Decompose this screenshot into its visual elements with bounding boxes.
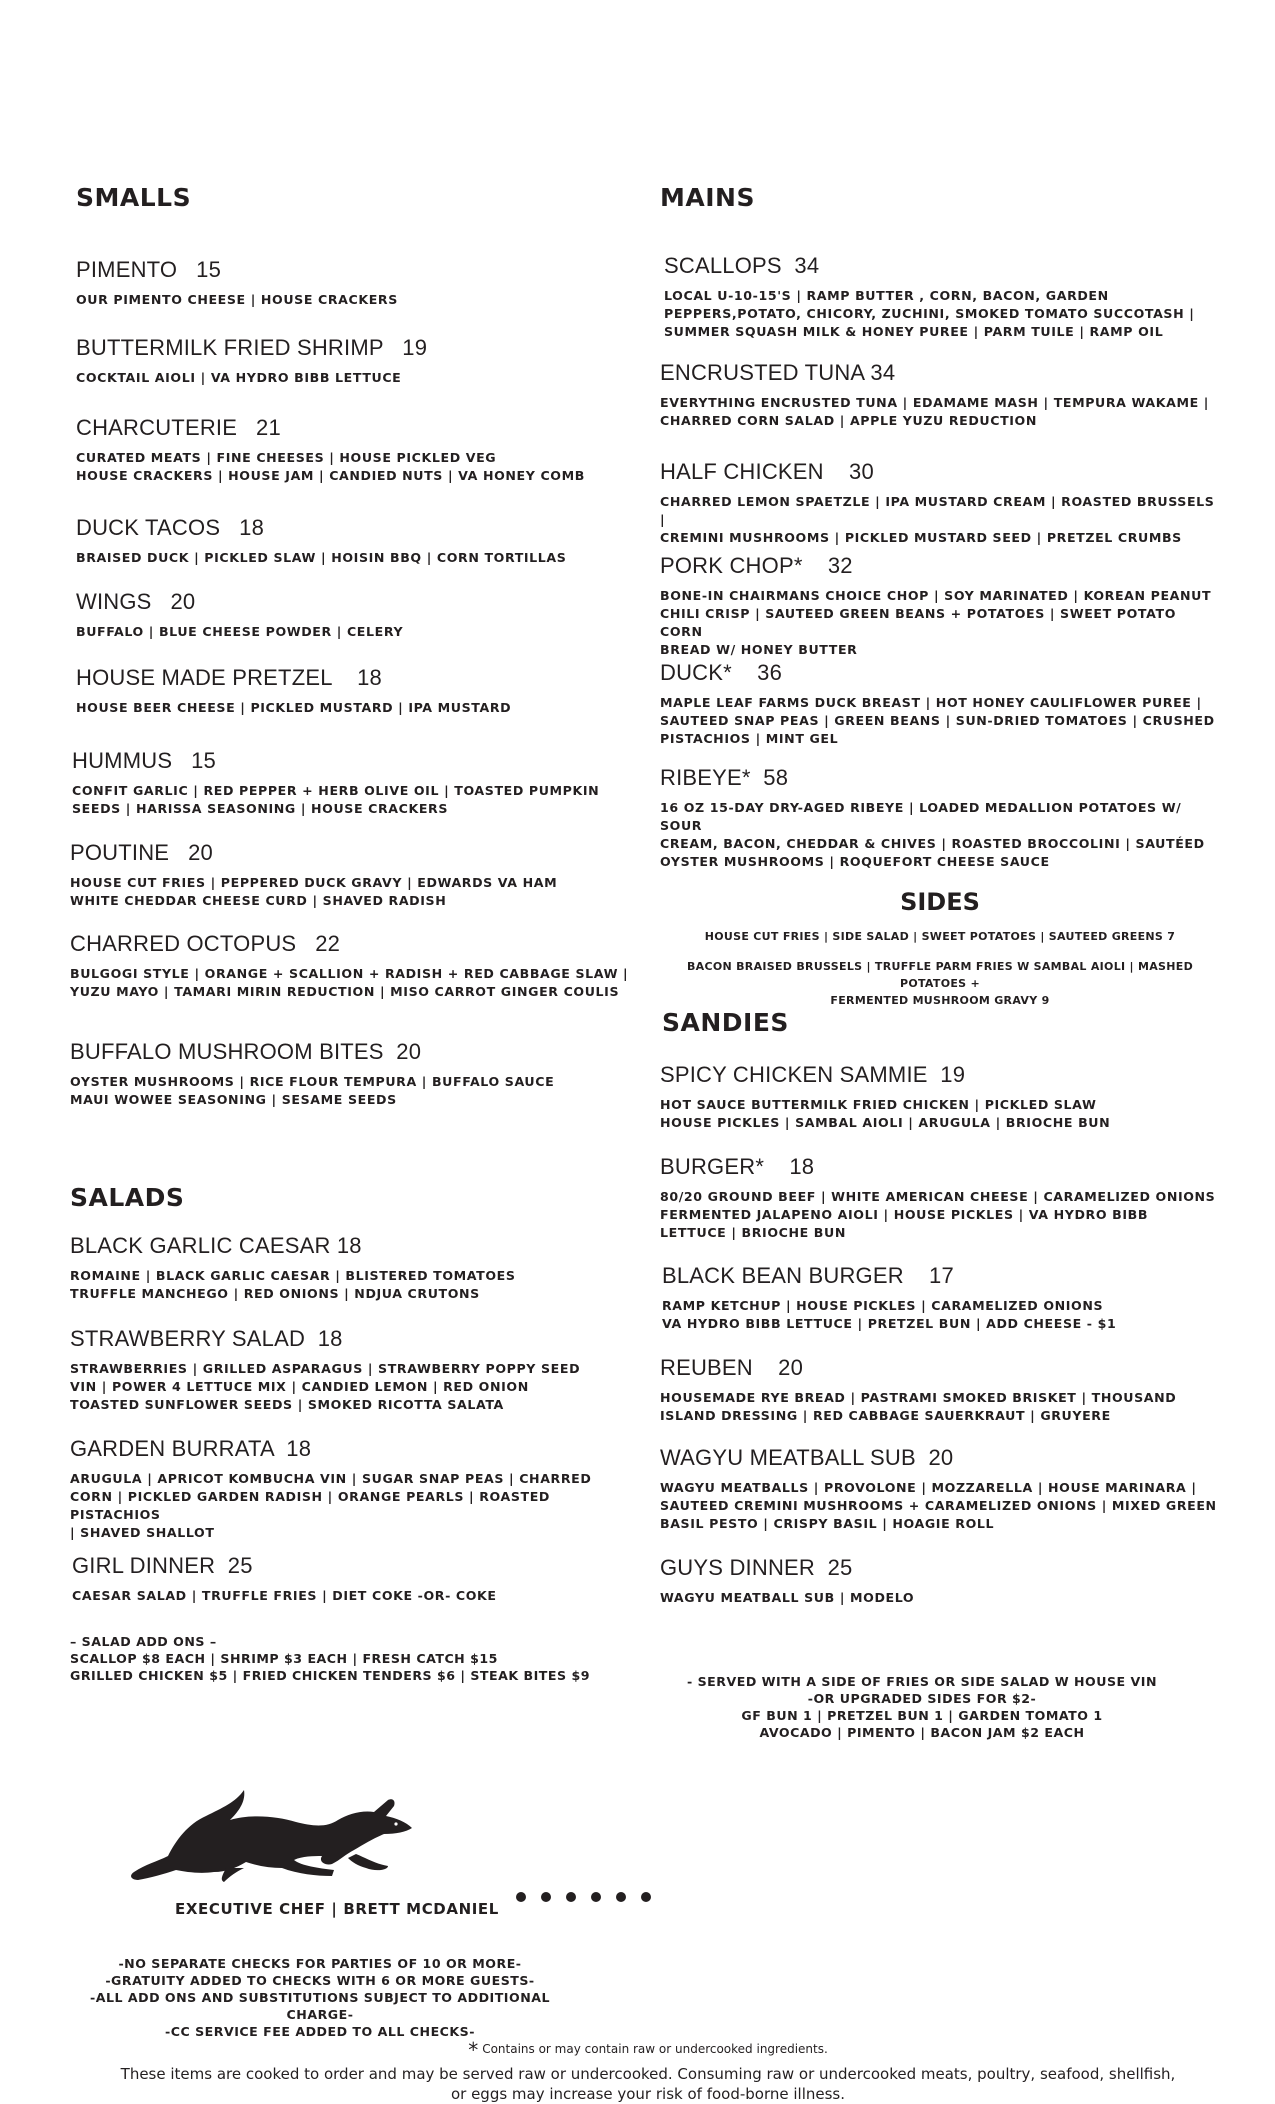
menu-item [76, 515, 636, 567]
item-desc: HOUSEMADE RYE BREAD | PASTRAMI SMOKED BRISKET | THOUSAND ISLAND DRESSING | RED CABBAGE SAUERKRAUT | GRUYERE [660, 1390, 1177, 1423]
menu-item [660, 1445, 1220, 1533]
asterisk-mark: * [468, 2038, 479, 2062]
item-desc: RAMP KETCHUP | HOUSE PICKLES | CARAMELIZED ONIONS VA HYDRO BIBB LETTUCE | PRETZEL BUN | ADD CHEESE - $1 [662, 1298, 1117, 1331]
item-desc: WAGYU MEATBALL SUB | MODELO [660, 1590, 915, 1605]
item-desc: BRAISED DUCK | PICKLED SLAW | HOISIN BBQ | CORN TORTILLAS [76, 550, 567, 565]
disclaimer-short-line [118, 2038, 1178, 2062]
item-desc: CONFIT GARLIC | RED PEPPER + HERB OLIVE OIL | TOASTED PUMPKIN SEEDS | HARISSA SEASONING | HOUSE CRACKERS [72, 783, 600, 816]
menu-item [660, 1555, 1220, 1607]
menu-item [662, 1263, 1222, 1333]
item-name: HOUSE MADE PRETZEL 18 [76, 665, 382, 690]
running-hare-icon [126, 1780, 422, 1886]
menu-item [660, 660, 1220, 748]
salad-addons: – SALAD ADD ONS – SCALLOP $8 EACH | SHRIMP $3 EACH | FRESH CATCH $15 GRILLED CHICKEN $5 | FRIED CHICKEN TENDERS $6 | STEAK BITES $9 [70, 1634, 590, 1683]
item-desc: ROMAINE | BLACK GARLIC CAESAR | BLISTERED TOMATOES TRUFFLE MANCHEGO | RED ONIONS | NDJUA CRUTONS [70, 1268, 516, 1301]
sides-title: SIDES [900, 888, 980, 916]
item-desc: 80/20 GROUND BEEF | WHITE AMERICAN CHEESE | CARAMELIZED ONIONS FERMENTED JALAPENO AIOLI | HOUSE PICKLES | VA HYDRO BIBB LETTUCE | BRIOCHE BUN [660, 1189, 1216, 1240]
item-name: BLACK GARLIC CAESAR 18 [70, 1233, 362, 1258]
menu-item [660, 1154, 1220, 1242]
disclaimer-short: Contains or may contain raw or undercooked ingredients. [482, 2042, 828, 2056]
item-desc: OUR PIMENTO CHEESE | HOUSE CRACKERS [76, 292, 398, 307]
menu-item [70, 931, 630, 1001]
dot-row-icon [514, 1890, 656, 1904]
item-name: GARDEN BURRATA 18 [70, 1436, 312, 1461]
salads-title: SALADS [70, 1183, 185, 1212]
item-desc: WAGYU MEATBALLS | PROVOLONE | MOZZARELLA | HOUSE MARINARA | SAUTEED CREMINI MUSHROOMS + CARAMELIZED ONIONS | MIXED GREEN BASIL PESTO | CRISPY BASIL | HOAGIE ROLL [660, 1480, 1217, 1531]
item-name: CHARRED OCTOPUS 22 [70, 931, 341, 956]
item-desc: 16 OZ 15-DAY DRY-AGED RIBEYE | LOADED MEDALLION POTATOES W/ SOUR CREAM, BACON, CHEDDAR & CHIVES | ROASTED BROCCOLINI | SAUTÉED OYSTER MUSHROOMS | ROQUEFORT CHEESE SAUCE [660, 800, 1205, 869]
menu-item [76, 589, 636, 641]
menu-item [76, 665, 636, 717]
sandies-title: SANDIES [662, 1008, 789, 1037]
smalls-title: SMALLS [76, 183, 192, 212]
item-desc: HOUSE BEER CHEESE | PICKLED MUSTARD | IPA MUSTARD [76, 700, 512, 715]
menu-item [76, 257, 636, 309]
raw-food-disclaimer [118, 2038, 1178, 2104]
menu-item [660, 1355, 1220, 1425]
menu-item [76, 335, 636, 387]
menu-item [70, 1039, 630, 1109]
item-name: BURGER* 18 [660, 1154, 815, 1179]
item-desc: CAESAR SALAD | TRUFFLE FRIES | DIET COKE -OR- COKE [72, 1588, 497, 1603]
item-desc: OYSTER MUSHROOMS | RICE FLOUR TEMPURA | BUFFALO SAUCE MAUI WOWEE SEASONING | SESAME SEEDS [70, 1074, 555, 1107]
menu-item [660, 553, 1220, 659]
item-desc: LOCAL U-10-15'S | RAMP BUTTER , CORN, BACON, GARDEN PEPPERS,POTATO, CHICORY, ZUCHINI, SMOKED TOMATO SUCCOTASH | SUMMER SQUASH MILK & HONEY PUREE | PARM TUILE | RAMP OIL [664, 288, 1195, 339]
item-name: DUCK* 36 [660, 660, 783, 685]
item-desc: BUFFALO | BLUE CHEESE POWDER | CELERY [76, 624, 404, 639]
item-desc: BONE-IN CHAIRMANS CHOICE CHOP | SOY MARINATED | KOREAN PEANUT CHILI CRISP | SAUTEED GREEN BEANS + POTATOES | SWEET POTATO CORN BREAD W/ HONEY BUTTER [660, 588, 1212, 657]
item-desc: EVERYTHING ENCRUSTED TUNA | EDAMAME MASH | TEMPURA WAKAME | CHARRED CORN SALAD | APPLE YUZU REDUCTION [660, 395, 1210, 428]
sides-line: BACON BRAISED BRUSSELS | TRUFFLE PARM FRIES W SAMBAL AIOLI | MASHED POTATOES + FERMENTED MUSHROOM GRAVY 9 [686, 960, 1194, 1007]
menu-item [70, 840, 630, 910]
item-name: BUFFALO MUSHROOM BITES 20 [70, 1039, 422, 1064]
menu-item [70, 1233, 630, 1303]
item-name: STRAWBERRY SALAD 18 [70, 1326, 343, 1351]
item-name: PIMENTO 15 [76, 257, 222, 282]
item-name: REUBEN 20 [660, 1355, 804, 1380]
menu-item [664, 253, 1224, 341]
item-desc: CHARRED LEMON SPAETZLE | IPA MUSTARD CREAM | ROASTED BRUSSELS | CREMINI MUSHROOMS | PICKLED MUSTARD SEED | PRETZEL CRUMBS [660, 494, 1215, 545]
house-policies: -NO SEPARATE CHECKS FOR PARTIES OF 10 OR MORE- -GRATUITY ADDED TO CHECKS WITH 6 OR MORE GUESTS- -ALL ADD ONS AND SUBSTITUTIONS SUBJECT TO ADDITIONAL CHARGE- -CC SERVICE FEE ADDED TO ALL CHECKS- [89, 1956, 551, 2039]
item-desc: ARUGULA | APRICOT KOMBUCHA VIN | SUGAR SNAP PEAS | CHARRED CORN | PICKLED GARDEN RADISH | ORANGE PEARLS | ROASTED PISTACHIOS | SHAVED SHALLOT [70, 1471, 592, 1540]
item-name: WAGYU MEATBALL SUB 20 [660, 1445, 954, 1470]
item-name: DUCK TACOS 18 [76, 515, 265, 540]
item-name: HUMMUS 15 [72, 748, 216, 773]
menu-item [660, 1062, 1220, 1132]
item-name: WINGS 20 [76, 589, 196, 614]
menu-item [76, 415, 636, 485]
item-name: GIRL DINNER 25 [72, 1553, 253, 1578]
menu-item [72, 1553, 632, 1605]
mains-title: MAINS [660, 183, 755, 212]
item-name: SPICY CHICKEN SAMMIE 19 [660, 1062, 966, 1087]
sides-line: HOUSE CUT FRIES | SIDE SALAD | SWEET POTATOES | SAUTEED GREENS 7 [704, 930, 1176, 943]
item-name: CHARCUTERIE 21 [76, 415, 281, 440]
menu-item [660, 459, 1220, 547]
item-desc: MAPLE LEAF FARMS DUCK BREAST | HOT HONEY CAULIFLOWER PUREE | SAUTEED SNAP PEAS | GREEN BEANS | SUN-DRIED TOMATOES | CRUSHED PISTACHIOS | MINT GEL [660, 695, 1215, 746]
menu-item [660, 765, 1220, 871]
executive-chef: EXECUTIVE CHEF | BRETT MCDANIEL [175, 1900, 499, 1918]
item-name: POUTINE 20 [70, 840, 213, 865]
menu-item [70, 1326, 630, 1414]
item-desc: HOUSE CUT FRIES | PEPPERED DUCK GRAVY | EDWARDS VA HAM WHITE CHEDDAR CHEESE CURD | SHAVED RADISH [70, 875, 558, 908]
item-desc: CURATED MEATS | FINE CHEESES | HOUSE PICKLED VEG HOUSE CRACKERS | HOUSE JAM | CANDIED NUTS | VA HONEY COMB [76, 450, 585, 483]
menu-item [72, 748, 632, 818]
item-name: RIBEYE* 58 [660, 765, 789, 790]
item-desc: STRAWBERRIES | GRILLED ASPARAGUS | STRAWBERRY POPPY SEED VIN | POWER 4 LETTUCE MIX | CANDIED LEMON | RED ONION TOASTED SUNFLOWER SEEDS | SMOKED RICOTTA SALATA [70, 1361, 581, 1412]
disclaimer-long: These items are cooked to order and may be served raw or undercooked. Consuming raw or undercooked meats, poultry, seafood, shellfish, or eggs may increase your risk of food-borne illness. [120, 2065, 1176, 2103]
item-desc: COCKTAIL AIOLI | VA HYDRO BIBB LETTUCE [76, 370, 402, 385]
item-name: HALF CHICKEN 30 [660, 459, 874, 484]
menu-item [660, 360, 1220, 430]
menu-item [70, 1436, 630, 1542]
item-name: BUTTERMILK FRIED SHRIMP 19 [76, 335, 428, 360]
item-name: GUYS DINNER 25 [660, 1555, 853, 1580]
item-name: ENCRUSTED TUNA 34 [660, 360, 896, 385]
item-desc: HOT SAUCE BUTTERMILK FRIED CHICKEN | PICKLED SLAW HOUSE PICKLES | SAMBAL AIOLI | ARUGULA | BRIOCHE BUN [660, 1097, 1111, 1130]
served-with-note: - SERVED WITH A SIDE OF FRIES OR SIDE SALAD W HOUSE VIN -OR UPGRADED SIDES FOR $2- GF BUN 1 | PRETZEL BUN 1 | GARDEN TOMATO 1 AVOCADO | PIMENTO | BACON JAM $2 EACH [686, 1674, 1157, 1740]
item-name: SCALLOPS 34 [664, 253, 820, 278]
item-desc: BULGOGI STYLE | ORANGE + SCALLION + RADISH + RED CABBAGE SLAW | YUZU MAYO | TAMARI MIRIN REDUCTION | MISO CARROT GINGER COULIS [70, 966, 629, 999]
item-name: PORK CHOP* 32 [660, 553, 853, 578]
item-name: BLACK BEAN BURGER 17 [662, 1263, 954, 1288]
